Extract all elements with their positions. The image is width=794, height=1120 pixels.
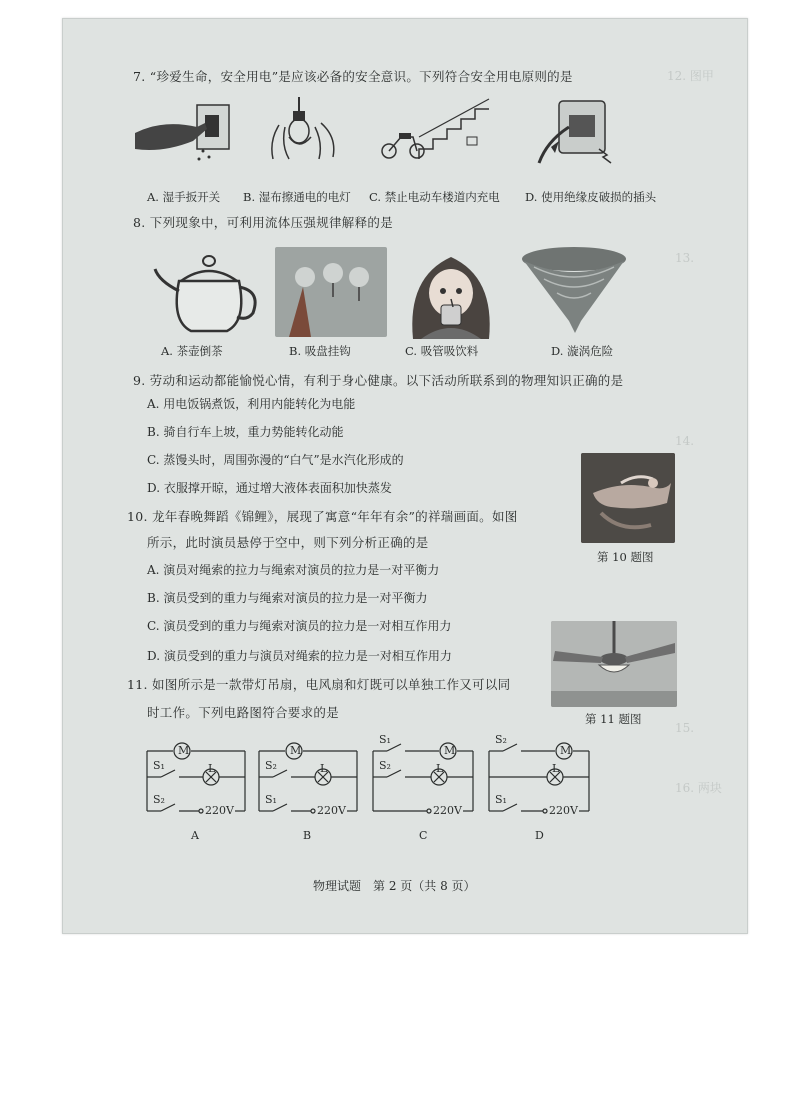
switch-label: S₁ [153, 759, 165, 772]
ceiling-fan-light-photo [551, 621, 677, 707]
wet-hand-switch-illustration [133, 101, 241, 163]
q7-option-a[interactable]: A. 湿手扳开关 [147, 190, 221, 204]
girl-drinking-straw-illustration [403, 247, 499, 339]
lamp-label: L [320, 762, 328, 775]
switch-label: S₁ [379, 733, 391, 746]
q10-option-d[interactable]: D. 演员受到的重力与演员对绳索的拉力是一对相互作用力 [147, 649, 452, 663]
question-9-stem: 9. 劳动和运动都能愉悦心情，有利于身心健康。以下活动所联系到的物理知识正确的是 [133, 373, 624, 388]
lamp-label: L [436, 762, 444, 775]
switch-label: S₁ [495, 793, 507, 806]
switch-label: S₂ [495, 733, 507, 746]
bleed-text: 16. 两块 [675, 781, 722, 795]
bleed-text: 12. 图甲 [667, 69, 714, 83]
q8-option-b[interactable]: B. 吸盘挂钩 [289, 344, 351, 358]
question-11-stem-line2: 时工作。下列电路图符合要求的是 [147, 705, 340, 720]
voltage-label: 220V [433, 804, 462, 817]
switch-label: S₂ [265, 759, 277, 772]
circuit-option-letter[interactable]: D [535, 829, 544, 842]
bleed-text: 15. [675, 721, 695, 735]
exam-page [62, 18, 748, 934]
motor-label: M [178, 744, 190, 757]
question-7-stem: 7. “珍爱生命，安全用电”是应该必备的安全意识。下列符合安全用电原则的是 [133, 69, 573, 84]
q10-option-b[interactable]: B. 演员受到的重力与绳索对演员的拉力是一对平衡力 [147, 591, 428, 605]
figure-10-caption: 第 10 题图 [597, 550, 654, 564]
q8-option-a[interactable]: A. 茶壶倒茶 [161, 344, 223, 358]
q7-option-c[interactable]: C. 禁止电动车楼道内充电 [369, 190, 500, 204]
voltage-label: 220V [205, 804, 234, 817]
q8-option-c[interactable]: C. 吸管吸饮料 [405, 344, 479, 358]
suction-hook-photo [275, 247, 387, 337]
circuit-option-letter[interactable]: A [191, 829, 199, 842]
switch-label: S₂ [153, 793, 165, 806]
bleed-text: 13. [675, 251, 695, 265]
q10-option-c[interactable]: C. 演员受到的重力与绳索对演员的拉力是一对相互作用力 [147, 619, 452, 633]
q9-option-b[interactable]: B. 骑自行车上坡，重力势能转化动能 [147, 425, 344, 439]
ebike-stairwell-charging-illustration [379, 97, 497, 163]
q8-option-d[interactable]: D. 漩涡危险 [551, 344, 614, 358]
damaged-plug-illustration [533, 97, 619, 167]
question-8-stem: 8. 下列现象中，可利用流体压强规律解释的是 [133, 215, 394, 230]
motor-label: M [560, 744, 572, 757]
circuit-option-letter[interactable]: B [303, 829, 312, 842]
bleed-text: 14. [675, 434, 695, 448]
whirlpool-photo [519, 243, 629, 335]
voltage-label: 220V [317, 804, 346, 817]
motor-label: M [290, 744, 302, 757]
circuit-diagrams [143, 733, 663, 845]
q9-option-c[interactable]: C. 蒸馒头时，周围弥漫的“白气”是水汽化形成的 [147, 453, 404, 467]
motor-label: M [444, 744, 456, 757]
q9-option-a[interactable]: A. 用电饭锅煮饭，利用内能转化为电能 [147, 397, 356, 411]
question-10-stem-line2: 所示，此时演员悬停于空中，则下列分析正确的是 [147, 535, 429, 550]
q7-option-b[interactable]: B. 湿布擦通电的电灯 [243, 190, 351, 204]
q9-option-d[interactable]: D. 衣服撑开晾，通过增大液体表面积加快蒸发 [147, 481, 392, 495]
question-10-stem-line1: 10. 龙年春晚舞蹈《锦鲤》，展现了寓意“年年有余”的祥瑞画面。如图 [127, 509, 518, 524]
dancer-koi-photo [581, 453, 675, 543]
question-11-stem-line1: 11. 如图所示是一款带灯吊扇，电风扇和灯既可以单独工作又可以同 [127, 677, 511, 692]
lamp-label: L [208, 762, 216, 775]
voltage-label: 220V [549, 804, 578, 817]
q7-option-d[interactable]: D. 使用绝缘皮破损的插头 [525, 190, 657, 204]
switch-label: S₁ [265, 793, 277, 806]
figure-11-caption: 第 11 题图 [585, 712, 642, 726]
wet-cloth-lamp-illustration [259, 97, 355, 163]
teapot-illustration [151, 251, 263, 337]
lamp-label: L [552, 762, 560, 775]
q10-option-a[interactable]: A. 演员对绳索的拉力与绳索对演员的拉力是一对平衡力 [147, 563, 440, 577]
circuit-option-letter[interactable]: C [419, 829, 428, 842]
switch-label: S₂ [379, 759, 391, 772]
page-footer: 物理试题 第 2 页（共 8 页） [313, 879, 476, 893]
